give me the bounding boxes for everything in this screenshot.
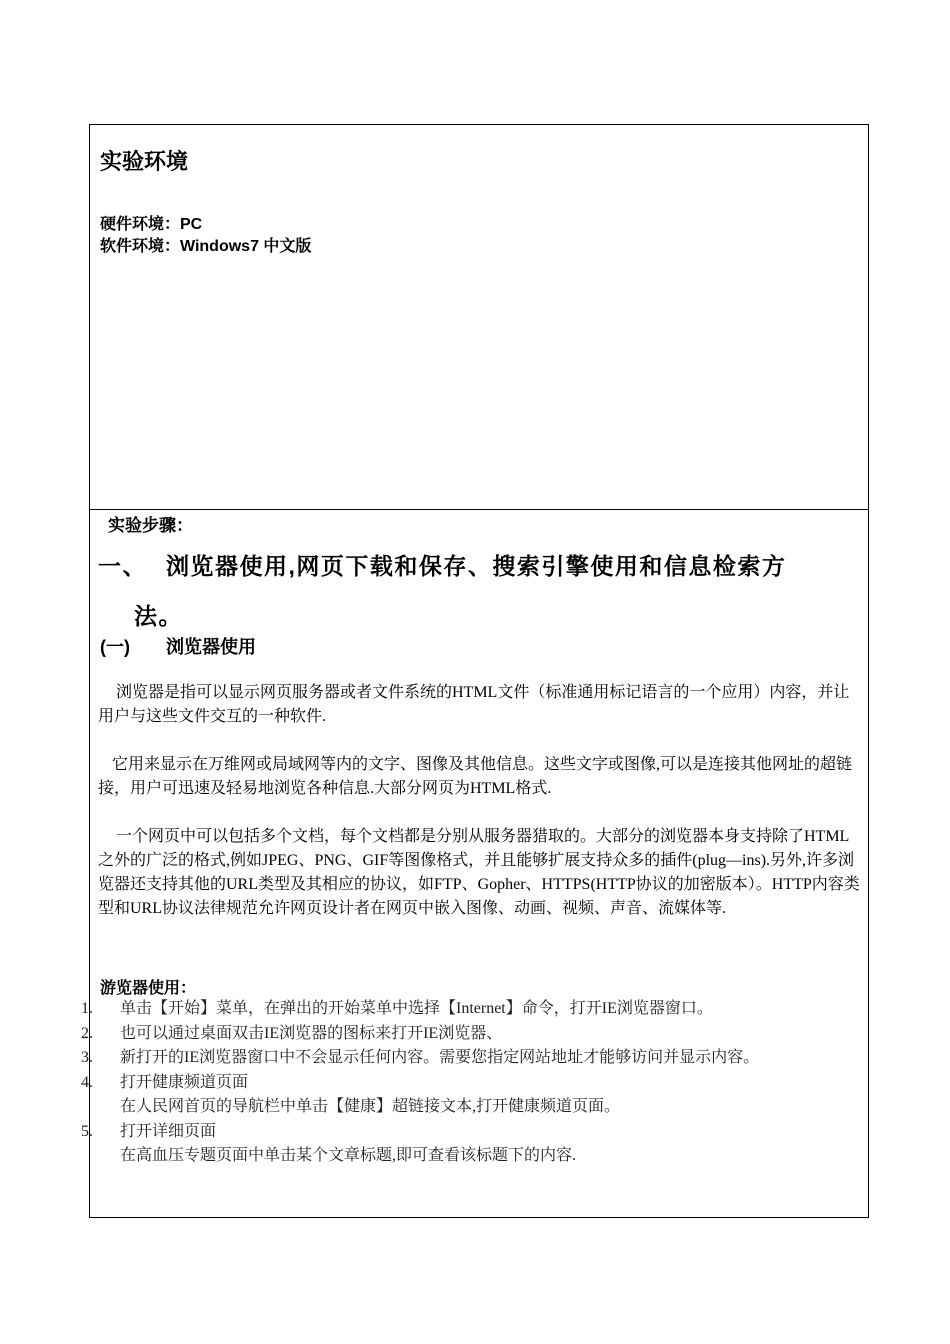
list-text: 打开详细页面 <box>120 1122 217 1140</box>
document-table <box>81 124 869 1218</box>
heading-2 <box>100 633 256 659</box>
list-item <box>81 997 860 1022</box>
steps-label: 实验步骤： <box>108 516 193 535</box>
environment-title: 实验环境 <box>100 149 189 174</box>
list-text: 打开健康频道页面 <box>120 1073 249 1091</box>
list-number: 1. <box>81 1000 93 1017</box>
heading-2-number: (一) <box>100 637 130 657</box>
list-number: 5. <box>81 1122 93 1140</box>
list-number: 3. <box>81 1049 93 1066</box>
list-text: 也可以通过桌面双击IE浏览器的图标来打开IE浏览器、 <box>120 1024 503 1042</box>
paragraph-2: 它用来显示在万维网或局域网等内的文字、图像及其他信息。这些文字或图像,可以是连接其他网址的超链接，用户可迅速及轻易地浏览各种信息.大部分网页为HTML格式. <box>98 756 853 797</box>
list-subtext: 在人民网首页的导航栏中单击【健康】超链接文本,打开健康频道页面。 <box>120 1098 621 1115</box>
paragraph-1: 浏览器是指可以显示网页服务器或者文件系统的HTML文件（标准通用标记语言的一个应用）内容，并让用户与这些文件交互的一种软件. <box>98 684 850 725</box>
list-number: 2. <box>81 1024 93 1042</box>
table-divider <box>90 509 868 510</box>
paragraph-3: 一个网页中可以包括多个文档，每个文档都是分别从服务器猎取的。大部分的浏览器本身支持除了HTML之外的广泛的格式,例如JPEG、PNG、GIF等图像格式，并且能够扩展支持众多的插件(plug—ins).另外,许多浏览器还支持其他的URL类型及其相应的协议，如FTP、Gopher、HTTPS(HTTP协议的加密版本）。HTTP内容类型和URL协议法律规范允许网页设计者在网页中嵌入图像、动画、视频、声音、流媒体等. <box>98 828 860 917</box>
list-text: 单击【开始】菜单，在弹出的开始菜单中选择【Internet】命令，打开IE浏览器窗口。 <box>120 1000 713 1017</box>
usage-title: 游览器使用： <box>100 980 197 997</box>
list-item <box>81 1071 860 1120</box>
heading-1-continuation: 法。 <box>134 603 183 629</box>
heading-1-number: 一、 <box>98 553 147 579</box>
hardware-line: 硬件环境：PC <box>100 216 203 233</box>
steps-list <box>81 997 860 1169</box>
list-number: 4. <box>81 1073 93 1091</box>
list-text: 新打开的IE浏览器窗口中不会显示任何内容。需要您指定网站地址才能够访问并显示内容。 <box>120 1049 760 1066</box>
software-line: 软件环境：Windows7 中文版 <box>100 238 312 255</box>
list-subtext: 在高血压专题页面中单击某个文章标题,即可查看该标题下的内容. <box>120 1147 577 1164</box>
list-item <box>81 1046 860 1071</box>
list-item <box>81 1120 860 1169</box>
heading-2-text: 浏览器使用 <box>166 637 256 657</box>
heading-1 <box>98 541 862 641</box>
heading-1-text: 浏览器使用,网页下载和保存、搜索引擎使用和信息检索方 <box>166 553 787 579</box>
list-item <box>81 1022 860 1047</box>
